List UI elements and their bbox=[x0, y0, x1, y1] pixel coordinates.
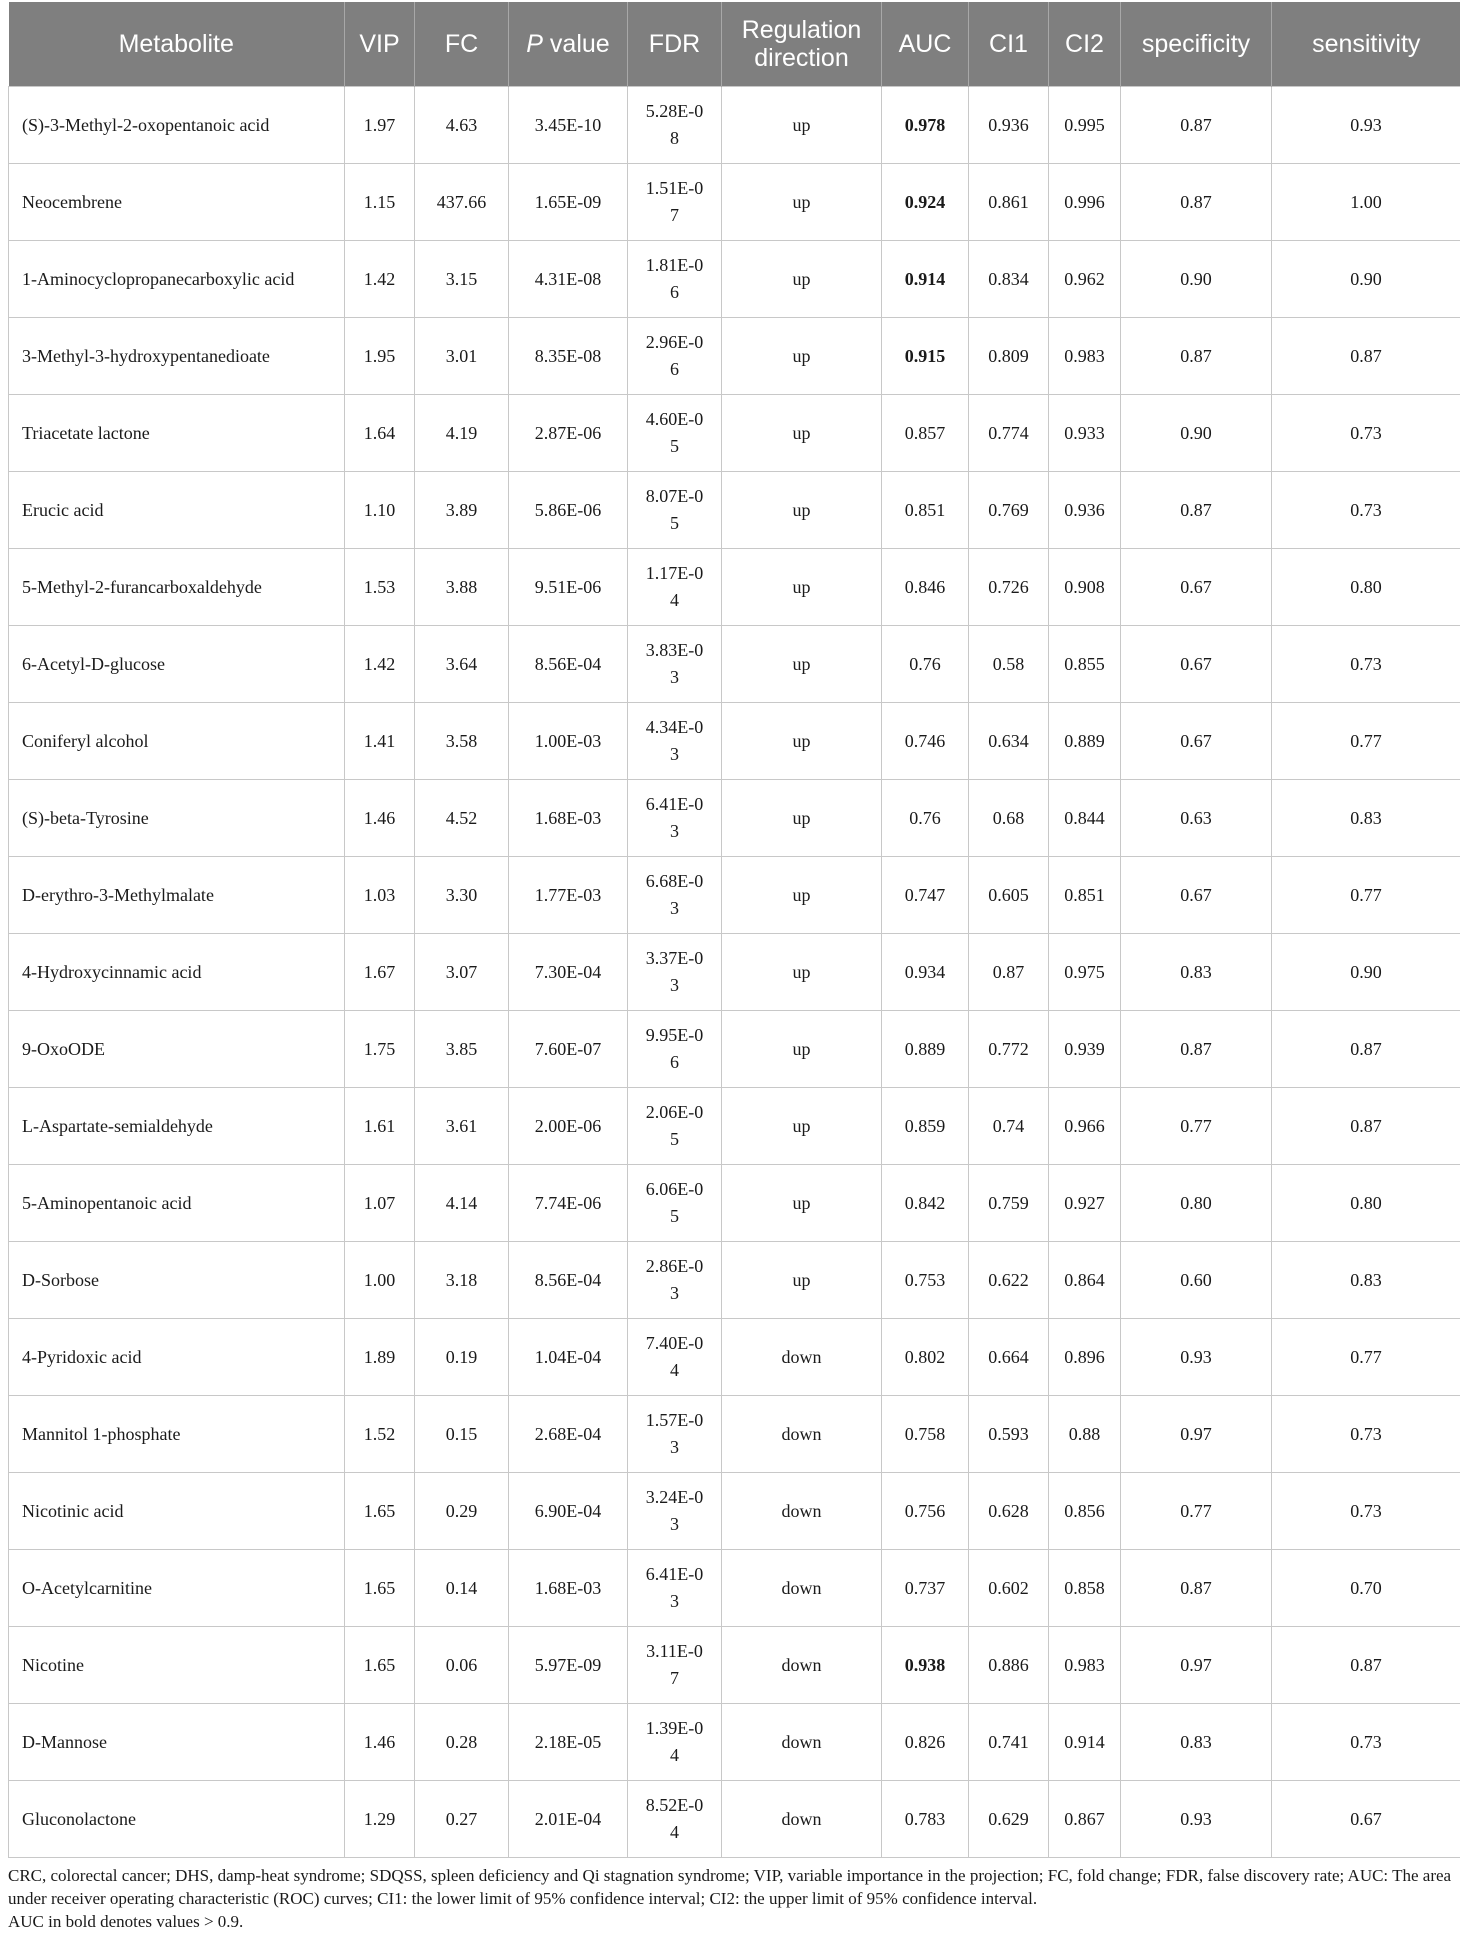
metabolite-cell: Gluconolactone bbox=[9, 1781, 345, 1858]
auc-cell: 0.859 bbox=[882, 1088, 969, 1165]
p-value-cell: 3.45E-10 bbox=[509, 87, 628, 164]
fdr-cell: 6.06E-05 bbox=[628, 1165, 722, 1242]
regulation-cell: down bbox=[722, 1550, 882, 1627]
specificity-cell: 0.90 bbox=[1121, 241, 1272, 318]
auc-cell: 0.76 bbox=[882, 780, 969, 857]
vip-cell: 1.15 bbox=[345, 164, 415, 241]
auc-cell: 0.76 bbox=[882, 626, 969, 703]
ci2-cell: 0.851 bbox=[1049, 857, 1121, 934]
p-value-cell: 8.56E-04 bbox=[509, 1242, 628, 1319]
table-row bbox=[9, 857, 1460, 934]
fdr-cell: 1.51E-07 bbox=[628, 164, 722, 241]
p-value-cell: 2.68E-04 bbox=[509, 1396, 628, 1473]
header-p-value bbox=[509, 2, 628, 87]
ci1-cell: 0.58 bbox=[969, 626, 1049, 703]
specificity-cell: 0.87 bbox=[1121, 1011, 1272, 1088]
vip-cell: 1.75 bbox=[345, 1011, 415, 1088]
table-row bbox=[9, 241, 1460, 318]
vip-cell: 1.89 bbox=[345, 1319, 415, 1396]
ci2-cell: 0.962 bbox=[1049, 241, 1121, 318]
regulation-cell: up bbox=[722, 1011, 882, 1088]
table-footnote bbox=[8, 1864, 1460, 1933]
sensitivity-cell: 0.83 bbox=[1272, 780, 1460, 857]
auc-cell: 0.747 bbox=[882, 857, 969, 934]
fc-cell: 0.27 bbox=[415, 1781, 509, 1858]
fc-cell: 0.28 bbox=[415, 1704, 509, 1781]
ci2-cell: 0.855 bbox=[1049, 626, 1121, 703]
regulation-cell: up bbox=[722, 318, 882, 395]
ci1-cell: 0.759 bbox=[969, 1165, 1049, 1242]
regulation-cell: up bbox=[722, 626, 882, 703]
table-row bbox=[9, 1242, 1460, 1319]
fc-cell: 3.18 bbox=[415, 1242, 509, 1319]
table-row bbox=[9, 1473, 1460, 1550]
table-row bbox=[9, 549, 1460, 626]
p-value-cell: 9.51E-06 bbox=[509, 549, 628, 626]
regulation-cell: up bbox=[722, 934, 882, 1011]
vip-cell: 1.41 bbox=[345, 703, 415, 780]
p-value-cell: 6.90E-04 bbox=[509, 1473, 628, 1550]
auc-cell: 0.924 bbox=[882, 164, 969, 241]
ci1-cell: 0.772 bbox=[969, 1011, 1049, 1088]
fc-cell: 0.15 bbox=[415, 1396, 509, 1473]
regulation-cell: up bbox=[722, 1165, 882, 1242]
table-row bbox=[9, 1396, 1460, 1473]
fdr-cell: 1.17E-04 bbox=[628, 549, 722, 626]
metabolite-cell: Neocembrene bbox=[9, 164, 345, 241]
vip-cell: 1.46 bbox=[345, 1704, 415, 1781]
sensitivity-cell: 0.73 bbox=[1272, 1473, 1460, 1550]
fc-cell: 3.88 bbox=[415, 549, 509, 626]
footnote-bold-note: AUC in bold denotes values > 0.9. bbox=[8, 1910, 1460, 1933]
vip-cell: 1.65 bbox=[345, 1550, 415, 1627]
fdr-cell: 8.52E-04 bbox=[628, 1781, 722, 1858]
sensitivity-cell: 0.77 bbox=[1272, 857, 1460, 934]
sensitivity-cell: 0.67 bbox=[1272, 1781, 1460, 1858]
fdr-cell: 1.81E-06 bbox=[628, 241, 722, 318]
header-auc: AUC bbox=[882, 2, 969, 87]
ci2-cell: 0.856 bbox=[1049, 1473, 1121, 1550]
metabolite-cell: 1-Aminocyclopropanecarboxylic acid bbox=[9, 241, 345, 318]
sensitivity-cell: 0.90 bbox=[1272, 934, 1460, 1011]
regulation-cell: down bbox=[722, 1319, 882, 1396]
specificity-cell: 0.97 bbox=[1121, 1396, 1272, 1473]
fdr-cell: 3.83E-03 bbox=[628, 626, 722, 703]
vip-cell: 1.65 bbox=[345, 1627, 415, 1704]
fc-cell: 3.89 bbox=[415, 472, 509, 549]
table-row bbox=[9, 1088, 1460, 1165]
fdr-cell: 8.07E-05 bbox=[628, 472, 722, 549]
metabolite-cell: D-erythro-3-Methylmalate bbox=[9, 857, 345, 934]
table-row bbox=[9, 626, 1460, 703]
vip-cell: 1.42 bbox=[345, 626, 415, 703]
p-value-cell: 7.74E-06 bbox=[509, 1165, 628, 1242]
auc-cell: 0.802 bbox=[882, 1319, 969, 1396]
p-value-cell: 1.65E-09 bbox=[509, 164, 628, 241]
specificity-cell: 0.67 bbox=[1121, 857, 1272, 934]
p-value-cell: 1.00E-03 bbox=[509, 703, 628, 780]
metabolite-cell: Nicotine bbox=[9, 1627, 345, 1704]
ci1-cell: 0.886 bbox=[969, 1627, 1049, 1704]
header-p-rest: value bbox=[543, 30, 610, 58]
fc-cell: 4.52 bbox=[415, 780, 509, 857]
ci2-cell: 0.88 bbox=[1049, 1396, 1121, 1473]
regulation-cell: down bbox=[722, 1627, 882, 1704]
fc-cell: 0.19 bbox=[415, 1319, 509, 1396]
fdr-cell: 2.96E-06 bbox=[628, 318, 722, 395]
specificity-cell: 0.77 bbox=[1121, 1473, 1272, 1550]
regulation-cell: down bbox=[722, 1704, 882, 1781]
ci1-cell: 0.726 bbox=[969, 549, 1049, 626]
table-row bbox=[9, 1781, 1460, 1858]
metabolite-table bbox=[8, 2, 1460, 1858]
header-ci1: CI1 bbox=[969, 2, 1049, 87]
ci1-cell: 0.87 bbox=[969, 934, 1049, 1011]
sensitivity-cell: 0.77 bbox=[1272, 1319, 1460, 1396]
p-value-cell: 8.35E-08 bbox=[509, 318, 628, 395]
fc-cell: 3.64 bbox=[415, 626, 509, 703]
table-row bbox=[9, 1550, 1460, 1627]
metabolite-cell: L-Aspartate-semialdehyde bbox=[9, 1088, 345, 1165]
metabolite-cell: 9-OxoODE bbox=[9, 1011, 345, 1088]
regulation-cell: up bbox=[722, 395, 882, 472]
fdr-cell: 3.24E-03 bbox=[628, 1473, 722, 1550]
header-fdr: FDR bbox=[628, 2, 722, 87]
sensitivity-cell: 0.87 bbox=[1272, 1627, 1460, 1704]
ci2-cell: 0.939 bbox=[1049, 1011, 1121, 1088]
ci1-cell: 0.809 bbox=[969, 318, 1049, 395]
header-specificity: specificity bbox=[1121, 2, 1272, 87]
regulation-cell: down bbox=[722, 1396, 882, 1473]
ci1-cell: 0.593 bbox=[969, 1396, 1049, 1473]
specificity-cell: 0.80 bbox=[1121, 1165, 1272, 1242]
ci2-cell: 0.927 bbox=[1049, 1165, 1121, 1242]
ci2-cell: 0.914 bbox=[1049, 1704, 1121, 1781]
regulation-cell: up bbox=[722, 549, 882, 626]
table-row bbox=[9, 318, 1460, 395]
ci2-cell: 0.844 bbox=[1049, 780, 1121, 857]
vip-cell: 1.64 bbox=[345, 395, 415, 472]
metabolite-cell: Erucic acid bbox=[9, 472, 345, 549]
specificity-cell: 0.77 bbox=[1121, 1088, 1272, 1165]
p-value-cell: 2.00E-06 bbox=[509, 1088, 628, 1165]
sensitivity-cell: 0.93 bbox=[1272, 87, 1460, 164]
header-ci2: CI2 bbox=[1049, 2, 1121, 87]
sensitivity-cell: 0.77 bbox=[1272, 703, 1460, 780]
vip-cell: 1.46 bbox=[345, 780, 415, 857]
sensitivity-cell: 0.87 bbox=[1272, 318, 1460, 395]
auc-cell: 0.758 bbox=[882, 1396, 969, 1473]
fdr-cell: 6.41E-03 bbox=[628, 1550, 722, 1627]
fdr-cell: 9.95E-06 bbox=[628, 1011, 722, 1088]
metabolite-cell: (S)-beta-Tyrosine bbox=[9, 780, 345, 857]
sensitivity-cell: 0.80 bbox=[1272, 549, 1460, 626]
fc-cell: 0.06 bbox=[415, 1627, 509, 1704]
auc-cell: 0.857 bbox=[882, 395, 969, 472]
fc-cell: 3.61 bbox=[415, 1088, 509, 1165]
ci1-cell: 0.605 bbox=[969, 857, 1049, 934]
metabolite-cell: 3-Methyl-3-hydroxypentanedioate bbox=[9, 318, 345, 395]
vip-cell: 1.53 bbox=[345, 549, 415, 626]
ci1-cell: 0.629 bbox=[969, 1781, 1049, 1858]
specificity-cell: 0.87 bbox=[1121, 318, 1272, 395]
fdr-cell: 6.41E-03 bbox=[628, 780, 722, 857]
fdr-cell: 2.86E-03 bbox=[628, 1242, 722, 1319]
auc-cell: 0.938 bbox=[882, 1627, 969, 1704]
p-value-cell: 8.56E-04 bbox=[509, 626, 628, 703]
metabolite-cell: O-Acetylcarnitine bbox=[9, 1550, 345, 1627]
fdr-cell: 1.39E-04 bbox=[628, 1704, 722, 1781]
metabolite-cell: 5-Aminopentanoic acid bbox=[9, 1165, 345, 1242]
specificity-cell: 0.93 bbox=[1121, 1319, 1272, 1396]
specificity-cell: 0.67 bbox=[1121, 626, 1272, 703]
metabolite-cell: 5-Methyl-2-furancarboxaldehyde bbox=[9, 549, 345, 626]
ci1-cell: 0.634 bbox=[969, 703, 1049, 780]
regulation-cell: down bbox=[722, 1473, 882, 1550]
fdr-cell: 1.57E-03 bbox=[628, 1396, 722, 1473]
auc-cell: 0.746 bbox=[882, 703, 969, 780]
p-value-cell: 1.77E-03 bbox=[509, 857, 628, 934]
metabolite-cell: 4-Hydroxycinnamic acid bbox=[9, 934, 345, 1011]
ci1-cell: 0.628 bbox=[969, 1473, 1049, 1550]
p-value-cell: 2.87E-06 bbox=[509, 395, 628, 472]
fdr-cell: 5.28E-08 bbox=[628, 87, 722, 164]
auc-cell: 0.753 bbox=[882, 1242, 969, 1319]
p-value-cell: 1.68E-03 bbox=[509, 780, 628, 857]
auc-cell: 0.851 bbox=[882, 472, 969, 549]
sensitivity-cell: 0.70 bbox=[1272, 1550, 1460, 1627]
table-row bbox=[9, 1627, 1460, 1704]
regulation-cell: up bbox=[722, 164, 882, 241]
p-value-cell: 5.86E-06 bbox=[509, 472, 628, 549]
regulation-cell: up bbox=[722, 241, 882, 318]
auc-cell: 0.842 bbox=[882, 1165, 969, 1242]
p-value-cell: 7.60E-07 bbox=[509, 1011, 628, 1088]
vip-cell: 1.61 bbox=[345, 1088, 415, 1165]
p-value-cell: 1.04E-04 bbox=[509, 1319, 628, 1396]
fdr-cell: 4.60E-05 bbox=[628, 395, 722, 472]
ci1-cell: 0.769 bbox=[969, 472, 1049, 549]
regulation-cell: up bbox=[722, 1088, 882, 1165]
ci2-cell: 0.864 bbox=[1049, 1242, 1121, 1319]
header-sensitivity: sensitivity bbox=[1272, 2, 1460, 87]
header-row bbox=[9, 2, 1460, 87]
ci1-cell: 0.622 bbox=[969, 1242, 1049, 1319]
table-wrapper bbox=[8, 2, 1460, 1933]
specificity-cell: 0.87 bbox=[1121, 1550, 1272, 1627]
auc-cell: 0.914 bbox=[882, 241, 969, 318]
fdr-cell: 2.06E-05 bbox=[628, 1088, 722, 1165]
auc-cell: 0.846 bbox=[882, 549, 969, 626]
metabolite-cell: Triacetate lactone bbox=[9, 395, 345, 472]
header-fc: FC bbox=[415, 2, 509, 87]
fdr-cell: 6.68E-03 bbox=[628, 857, 722, 934]
fc-cell: 3.30 bbox=[415, 857, 509, 934]
vip-cell: 1.42 bbox=[345, 241, 415, 318]
specificity-cell: 0.83 bbox=[1121, 934, 1272, 1011]
auc-cell: 0.737 bbox=[882, 1550, 969, 1627]
header-p-italic: P bbox=[526, 30, 543, 58]
specificity-cell: 0.63 bbox=[1121, 780, 1272, 857]
ci1-cell: 0.68 bbox=[969, 780, 1049, 857]
table-row bbox=[9, 1704, 1460, 1781]
ci2-cell: 0.995 bbox=[1049, 87, 1121, 164]
ci1-cell: 0.664 bbox=[969, 1319, 1049, 1396]
fc-cell: 3.85 bbox=[415, 1011, 509, 1088]
vip-cell: 1.00 bbox=[345, 1242, 415, 1319]
sensitivity-cell: 0.83 bbox=[1272, 1242, 1460, 1319]
auc-cell: 0.889 bbox=[882, 1011, 969, 1088]
specificity-cell: 0.83 bbox=[1121, 1704, 1272, 1781]
vip-cell: 1.67 bbox=[345, 934, 415, 1011]
fc-cell: 0.29 bbox=[415, 1473, 509, 1550]
metabolite-cell: D-Mannose bbox=[9, 1704, 345, 1781]
auc-cell: 0.826 bbox=[882, 1704, 969, 1781]
metabolite-cell: D-Sorbose bbox=[9, 1242, 345, 1319]
regulation-cell: up bbox=[722, 87, 882, 164]
p-value-cell: 2.01E-04 bbox=[509, 1781, 628, 1858]
table-row bbox=[9, 934, 1460, 1011]
sensitivity-cell: 0.73 bbox=[1272, 472, 1460, 549]
auc-cell: 0.934 bbox=[882, 934, 969, 1011]
specificity-cell: 0.60 bbox=[1121, 1242, 1272, 1319]
table-body bbox=[9, 87, 1460, 1858]
vip-cell: 1.65 bbox=[345, 1473, 415, 1550]
regulation-cell: up bbox=[722, 472, 882, 549]
fdr-cell: 4.34E-03 bbox=[628, 703, 722, 780]
sensitivity-cell: 0.90 bbox=[1272, 241, 1460, 318]
auc-cell: 0.915 bbox=[882, 318, 969, 395]
metabolite-cell: 6-Acetyl-D-glucose bbox=[9, 626, 345, 703]
ci1-cell: 0.74 bbox=[969, 1088, 1049, 1165]
header-metabolite: Metabolite bbox=[9, 2, 345, 87]
ci2-cell: 0.983 bbox=[1049, 1627, 1121, 1704]
metabolite-cell: 4-Pyridoxic acid bbox=[9, 1319, 345, 1396]
regulation-cell: up bbox=[722, 857, 882, 934]
specificity-cell: 0.67 bbox=[1121, 549, 1272, 626]
fc-cell: 3.58 bbox=[415, 703, 509, 780]
ci2-cell: 0.858 bbox=[1049, 1550, 1121, 1627]
vip-cell: 1.95 bbox=[345, 318, 415, 395]
ci1-cell: 0.602 bbox=[969, 1550, 1049, 1627]
sensitivity-cell: 0.87 bbox=[1272, 1011, 1460, 1088]
auc-cell: 0.783 bbox=[882, 1781, 969, 1858]
ci2-cell: 0.966 bbox=[1049, 1088, 1121, 1165]
ci2-cell: 0.867 bbox=[1049, 1781, 1121, 1858]
regulation-cell: up bbox=[722, 703, 882, 780]
specificity-cell: 0.67 bbox=[1121, 703, 1272, 780]
ci1-cell: 0.774 bbox=[969, 395, 1049, 472]
sensitivity-cell: 0.73 bbox=[1272, 626, 1460, 703]
metabolite-cell: Mannitol 1-phosphate bbox=[9, 1396, 345, 1473]
table-row bbox=[9, 472, 1460, 549]
sensitivity-cell: 0.87 bbox=[1272, 1088, 1460, 1165]
fc-cell: 4.19 bbox=[415, 395, 509, 472]
ci2-cell: 0.975 bbox=[1049, 934, 1121, 1011]
metabolite-cell: (S)-3-Methyl-2-oxopentanoic acid bbox=[9, 87, 345, 164]
vip-cell: 1.52 bbox=[345, 1396, 415, 1473]
vip-cell: 1.97 bbox=[345, 87, 415, 164]
ci2-cell: 0.933 bbox=[1049, 395, 1121, 472]
p-value-cell: 1.68E-03 bbox=[509, 1550, 628, 1627]
table-row bbox=[9, 703, 1460, 780]
fc-cell: 3.07 bbox=[415, 934, 509, 1011]
fdr-cell: 3.37E-03 bbox=[628, 934, 722, 1011]
fc-cell: 4.14 bbox=[415, 1165, 509, 1242]
fc-cell: 3.01 bbox=[415, 318, 509, 395]
ci2-cell: 0.936 bbox=[1049, 472, 1121, 549]
ci2-cell: 0.983 bbox=[1049, 318, 1121, 395]
metabolite-cell: Nicotinic acid bbox=[9, 1473, 345, 1550]
vip-cell: 1.29 bbox=[345, 1781, 415, 1858]
specificity-cell: 0.90 bbox=[1121, 395, 1272, 472]
table-row bbox=[9, 1165, 1460, 1242]
vip-cell: 1.03 bbox=[345, 857, 415, 934]
ci1-cell: 0.741 bbox=[969, 1704, 1049, 1781]
sensitivity-cell: 0.73 bbox=[1272, 1704, 1460, 1781]
vip-cell: 1.10 bbox=[345, 472, 415, 549]
ci1-cell: 0.834 bbox=[969, 241, 1049, 318]
specificity-cell: 0.97 bbox=[1121, 1627, 1272, 1704]
fc-cell: 4.63 bbox=[415, 87, 509, 164]
table-row bbox=[9, 164, 1460, 241]
specificity-cell: 0.87 bbox=[1121, 87, 1272, 164]
header-vip: VIP bbox=[345, 2, 415, 87]
fc-cell: 437.66 bbox=[415, 164, 509, 241]
sensitivity-cell: 0.73 bbox=[1272, 1396, 1460, 1473]
regulation-cell: down bbox=[722, 1781, 882, 1858]
p-value-cell: 2.18E-05 bbox=[509, 1704, 628, 1781]
p-value-cell: 7.30E-04 bbox=[509, 934, 628, 1011]
header-regulation-direction: Regulation direction bbox=[722, 2, 882, 87]
table-row bbox=[9, 780, 1460, 857]
regulation-cell: up bbox=[722, 780, 882, 857]
metabolite-cell: Coniferyl alcohol bbox=[9, 703, 345, 780]
specificity-cell: 0.93 bbox=[1121, 1781, 1272, 1858]
specificity-cell: 0.87 bbox=[1121, 472, 1272, 549]
fdr-cell: 3.11E-07 bbox=[628, 1627, 722, 1704]
fdr-cell: 7.40E-04 bbox=[628, 1319, 722, 1396]
fc-cell: 3.15 bbox=[415, 241, 509, 318]
p-value-cell: 4.31E-08 bbox=[509, 241, 628, 318]
sensitivity-cell: 1.00 bbox=[1272, 164, 1460, 241]
auc-cell: 0.756 bbox=[882, 1473, 969, 1550]
ci2-cell: 0.996 bbox=[1049, 164, 1121, 241]
ci2-cell: 0.896 bbox=[1049, 1319, 1121, 1396]
sensitivity-cell: 0.80 bbox=[1272, 1165, 1460, 1242]
table-row bbox=[9, 395, 1460, 472]
p-value-cell: 5.97E-09 bbox=[509, 1627, 628, 1704]
specificity-cell: 0.87 bbox=[1121, 164, 1272, 241]
ci2-cell: 0.908 bbox=[1049, 549, 1121, 626]
table-row bbox=[9, 1319, 1460, 1396]
ci2-cell: 0.889 bbox=[1049, 703, 1121, 780]
footnote-abbreviations: CRC, colorectal cancer; DHS, damp-heat syndrome; SDQSS, spleen deficiency and Qi stagnation syndrome; VIP, variable importance in the projection; FC, fold change; FDR, false discovery rate; AUC: The area under receiver operating characteristic (ROC) curves; CI1: the lower limit of 95% confidence interval; CI2: the upper limit of 95% confidence interval. bbox=[8, 1864, 1460, 1910]
vip-cell: 1.07 bbox=[345, 1165, 415, 1242]
table-row bbox=[9, 1011, 1460, 1088]
ci1-cell: 0.936 bbox=[969, 87, 1049, 164]
auc-cell: 0.978 bbox=[882, 87, 969, 164]
regulation-cell: up bbox=[722, 1242, 882, 1319]
sensitivity-cell: 0.73 bbox=[1272, 395, 1460, 472]
table-row bbox=[9, 87, 1460, 164]
fc-cell: 0.14 bbox=[415, 1550, 509, 1627]
ci1-cell: 0.861 bbox=[969, 164, 1049, 241]
